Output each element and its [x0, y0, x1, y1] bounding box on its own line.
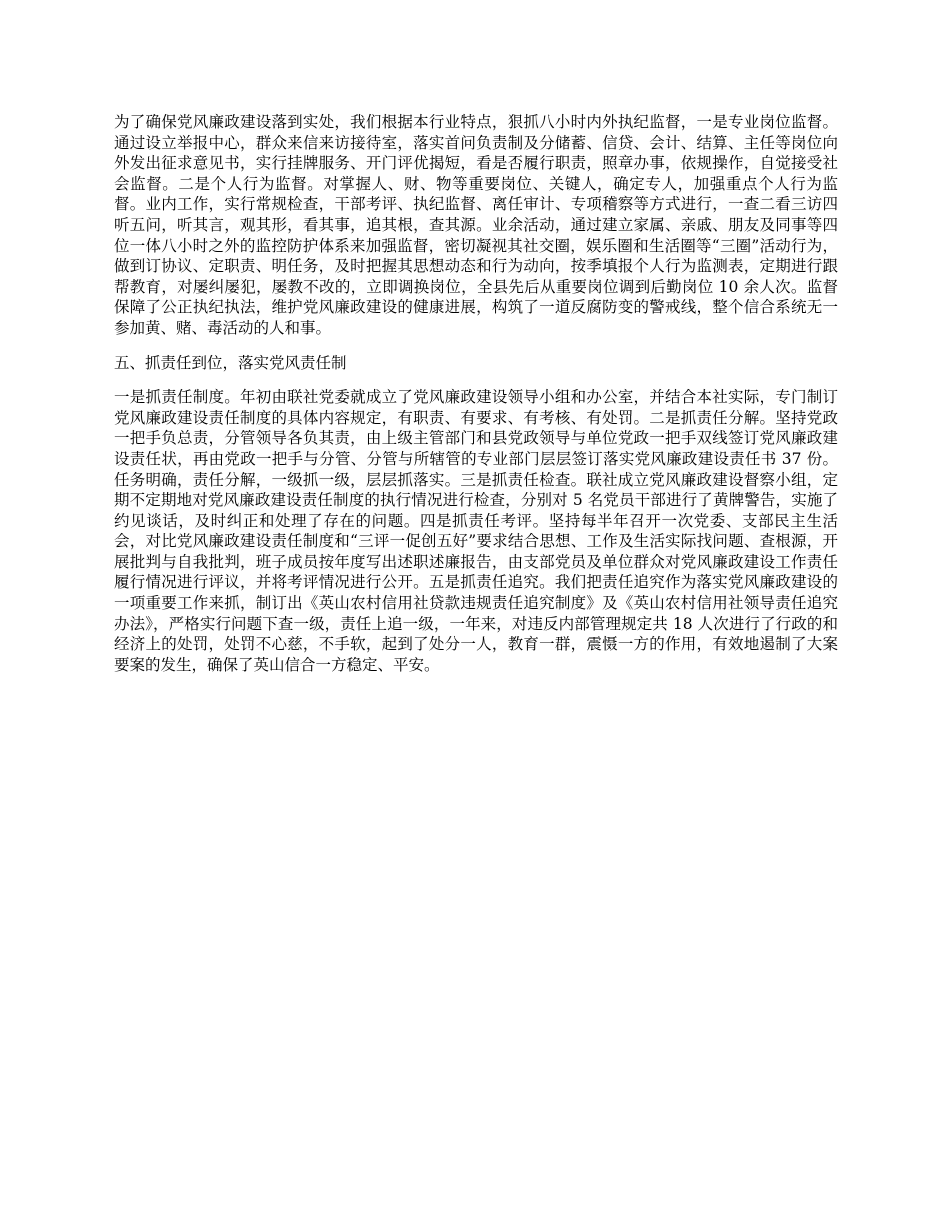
paragraph-supervision: 为了确保党风廉政建设落到实处，我们根据本行业特点，狠抓八小时内外执纪监督，一是专业岗位监督。通过设立举报中心，群众来信来访接待室，落实首问负责制及分储蓄、信贷、会计、结算、主任等岗位向外发出征求意见书，实行挂牌服务、开门评优揭短，看是否履行职责，照章办事，依规操作，自觉接受社会监督。二是个人行为监督。对掌握人、财、物等重要岗位、关键人，确定专人，加强重点个人行为监督。业内工作，实行常规检查，干部考评、执纪监督、离任审计、专项稽察等方式进行，一查二看三访四听五问，听其言，观其形，看其事，追其根，查其源。业余活动，通过建立家属、亲戚、朋友及同事等四位一体八小时之外的监控防护体系来加强监督，密切凝视其社交圈，娱乐圈和生活圈等“三圈”活动行为，做到订协议、定职责、明任务，及时把握其思想动态和行为动向，按季填报个人行为监测表，定期进行跟帮教育，对屡纠屡犯，屡教不改的，立即调换岗位，全县先后从重要岗位调到后勤岗位 10 余人次。监督保障了公正执纪执法，维护党风廉政建设的健康进展，构筑了一道反腐防变的警戒线，整个信合系统无一参加黄、赌、毒活动的人和事。 — [114, 113, 838, 337]
paragraph-responsibility: 一是抓责任制度。年初由联社党委就成立了党风廉政建设领导小组和办公室，并结合本社实际，专门制订党风廉政建设责任制度的具体内容规定，有职责、有要求、有考核、有处罚。二是抓责任分解。坚持党政一把手负总责，分管领导各负其责，由上级主管部门和县党政领导与单位党政一把手双线签订党风廉政建设责任状，再由党政一把手与分管、分管与所辖管的专业部门层层签订落实党风廉政建设责任书 37 份。任务明确，责任分解，一级抓一级，层层抓落实。三是抓责任检查。联社成立党风廉政建设督察小组，定期不定期地对党风廉政建设责任制度的执行情况进行检查，分别对 5 名党员干部进行了黄牌警告，实施了约见谈话，及时纠正和处理了存在的问题。四是抓责任考评。坚持每半年召开一次党委、支部民主生活会，对比党风廉政建设责任制度和“三评一促创五好”要求结合思想、工作及生活实际找问题、查根源，开展批判与自我批判，班子成员按年度写出述职述廉报告，由支部党员及单位群众对党风廉政建设工作责任履行情况进行评议，并将考评情况进行公开。五是抓责任追究。我们把责任追究作为落实党风廉政建设的一项重要工作来抓，制订出《英山农村信用社贷款违规责任追究制度》及《英山农村信用社领导责任追究办法》，严格实行问题下查一级，责任上追一级，一年来，对违反内部管理规定共 18 人次进行了行政的和经济上的处罚，处罚不心慈，不手软，起到了处分一人，教育一群，震慑一方的作用，有效地遏制了大案要案的发生，确保了英山信合一方稳定、平安。 — [114, 388, 838, 674]
section-heading-5: 五、抓责任到位，落实党风责任制 — [114, 353, 347, 372]
document-body — [114, 112, 838, 689]
